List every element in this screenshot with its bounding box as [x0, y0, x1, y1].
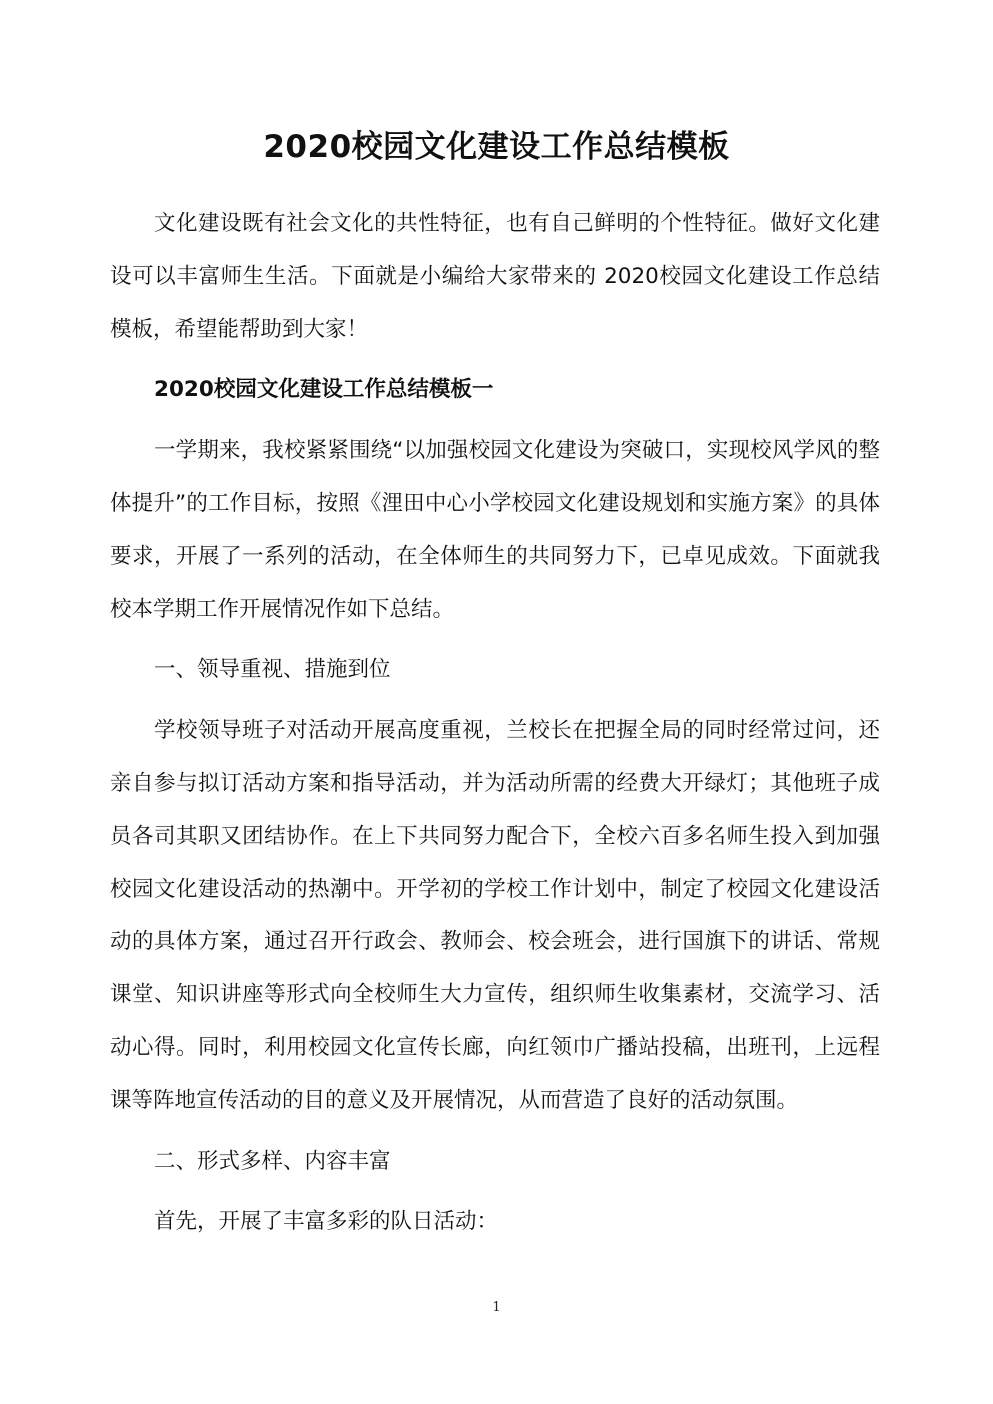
page-number: 1 — [492, 1300, 501, 1315]
document-title: 2020校园文化建设工作总结模板 — [263, 129, 730, 165]
activities-paragraph: 首先，开展了丰富多彩的队日活动： — [154, 1209, 499, 1235]
document-body — [110, 198, 880, 1257]
section-heading-leadership: 一、领导重视、措施到位 — [154, 657, 391, 683]
intro-paragraph: 文化建设既有社会文化的共性特征，也有自己鲜明的个性特征。做好文化建设可以丰富师生生活。下面就是小编给大家带来的 2020校园文化建设工作总结模板，希望能帮助到大家！ — [110, 211, 880, 342]
section-heading-template-one: 2020校园文化建设工作总结模板一 — [154, 377, 494, 403]
leadership-paragraph: 学校领导班子对活动开展高度重视，兰校长在把握全局的同时经常过问，还亲自参与拟订活动方案和指导活动，并为活动所需的经费大开绿灯；其他班子成员各司其职又团结协作。在上下共同努力配合下，全校六百多名师生投入到加强校园文化建设活动的热潮中。开学初的学校工作计划中，制定了校园文化建设活动的具体方案，通过召开行政会、教师会、校会班会，进行国旗下的讲话、常规课堂、知识讲座等形式向全校师生大力宣传，组织师生收集素材，交流学习、活动心得。同时，利用校园文化宣传长廊，向红领巾广播站投稿，出班刊，上远程课等阵地宣传活动的目的意义及开展情况，从而营造了良好的活动氛围。 — [110, 718, 880, 1113]
section-heading-forms: 二、形式多样、内容丰富 — [154, 1148, 391, 1174]
overview-paragraph: 一学期来，我校紧紧围绕“以加强校园文化建设为突破口，实现校风学风的整体提升”的工作目标，按照《浬田中心小学校园文化建设规划和实施方案》的具体要求，开展了一系列的活动，在全体师生的共同努力下，已卓见成效。下面就我校本学期工作开展情况作如下总结。 — [110, 438, 880, 622]
